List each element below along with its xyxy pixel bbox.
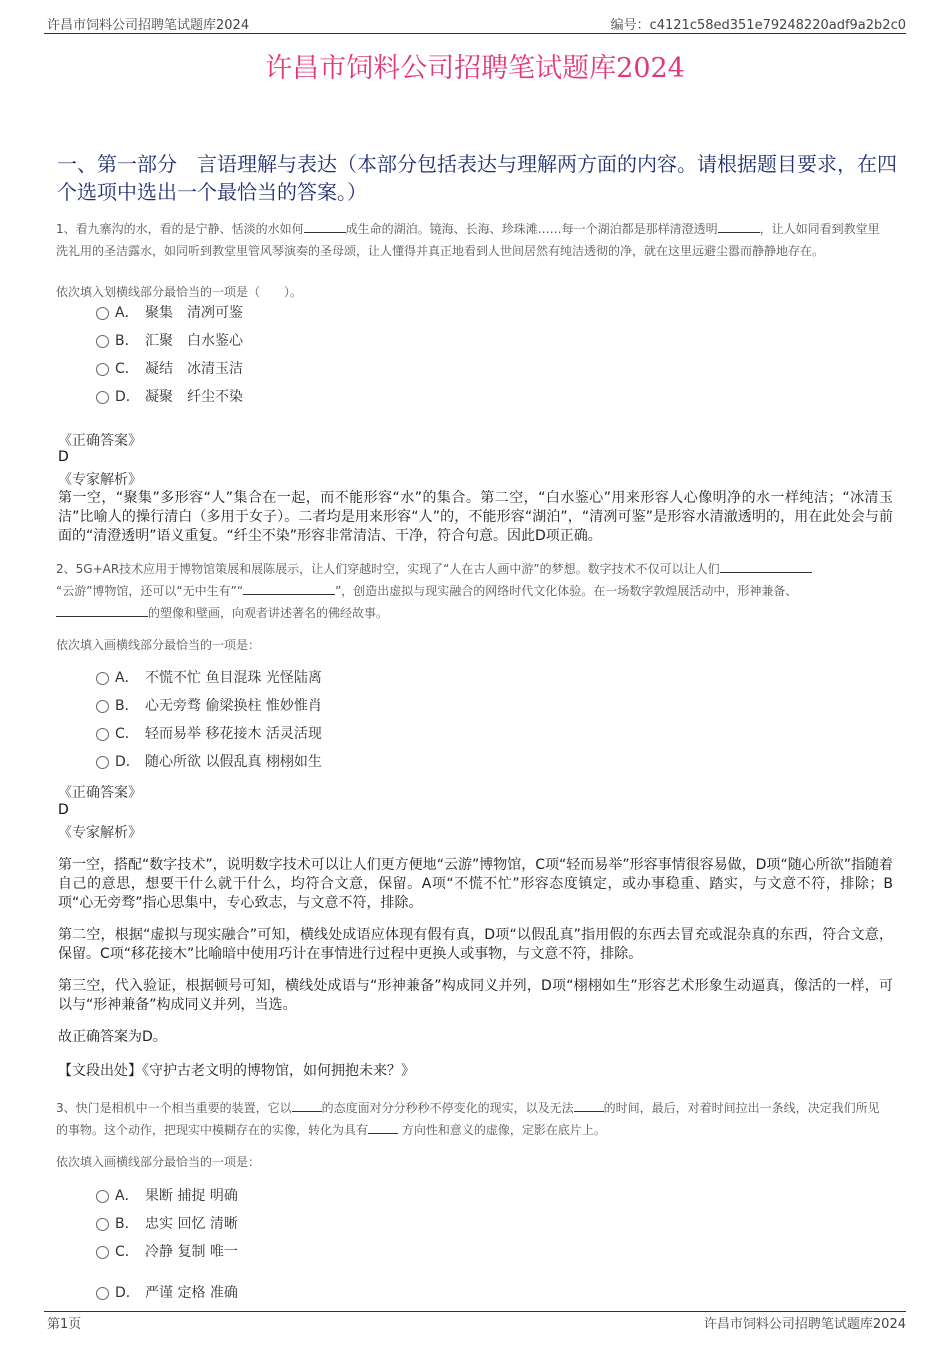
section-heading: 一、第一部分 言语理解与表达（本部分包括表达与理解两方面的内容。请根据题目要求，在四个选项中选出一个最恰当的答案。） <box>57 152 897 204</box>
blank-line <box>292 1097 322 1112</box>
source-citation: 【文段出处】《守护古老文明的博物馆，如何拥抱未来？》 <box>58 1063 415 1079</box>
question-1-option-b[interactable]: B． 汇聚 白水鉴心 <box>96 330 243 352</box>
blank-line <box>720 558 812 573</box>
radio-icon[interactable] <box>96 700 109 713</box>
question-2-text: 2、5G+AR技术应用于博物馆策展和展陈展示，让人们穿越时空，实现了“人在古人画中游”的梦想。数字技术不仅可以让人们 “云游”博物馆，还可以“无中生有”“ ”，创造出虚拟与现实融合的网络时代文化体验。在一场数字敦煌展活动中，形神兼备、 的塑像和壁画，向观者讲述著名的佛经故事。 <box>56 558 891 624</box>
question-1-text: 1、看九寨沟的水，看的是宁静、恬淡的水如何 成生命的湖泊。镜海、长海、珍珠滩……每一个湖泊都是那样清澄透明 ，让人如同看到教堂里洗礼用的圣洁露水，如同听到教堂里管风琴演奏的圣母颂，让人懂得并真正地看到人世间居然有纯洁透彻的净，就在这里远避尘嚣而静静地存在。 <box>56 218 891 262</box>
radio-icon[interactable] <box>96 363 109 376</box>
question-3-option-a[interactable]: A． 果断 捕捉 明确 <box>96 1185 238 1207</box>
question-3-option-c[interactable]: C． 冷静 复制 唯一 <box>96 1241 238 1263</box>
analysis-paragraph-2: 第二空，根据“虚拟与现实融合”可知，横线处成语应体现有假有真，D项“以假乱真”指用假的东西去冒充或混杂真的东西，符合文意，保留。C项“移花接木”比喻暗中使用巧计在事情进行过程中更换人或事物，与文意不符，排除。 <box>58 927 893 962</box>
page-footer <box>47 1313 906 1331</box>
analysis-paragraph-3: 第三空，代入验证，根据顿号可知，横线处成语与“形神兼备”构成同义并列，D项“栩栩如生”形容艺术形象生动逼真，像活的一样，可以与“形神兼备”构成同义并列，当选。 <box>58 978 893 1013</box>
blank-line <box>243 580 335 595</box>
footer-divider <box>44 1311 906 1312</box>
radio-icon[interactable] <box>96 728 109 741</box>
radio-icon[interactable] <box>96 1246 109 1259</box>
radio-icon[interactable] <box>96 756 109 769</box>
question-2-option-d[interactable]: D． 随心所欲 以假乱真 栩栩如生 <box>96 751 322 773</box>
radio-icon[interactable] <box>96 307 109 320</box>
answer-label: 《正确答案》 <box>58 433 142 449</box>
radio-icon[interactable] <box>96 672 109 685</box>
question-2-prompt: 依次填入画横线部分最恰当的一项是： <box>56 638 261 652</box>
radio-icon[interactable] <box>96 1287 109 1300</box>
header-divider <box>44 33 906 34</box>
blank-line <box>304 218 346 233</box>
answer-value: D <box>58 802 69 818</box>
question-3-option-d[interactable]: D． 严谨 定格 准确 <box>96 1282 238 1304</box>
answer-label: 《正确答案》 <box>58 785 142 801</box>
analysis-conclusion: 故正确答案为D。 <box>58 1029 167 1045</box>
question-1-option-a[interactable]: A． 聚集 清冽可鉴 <box>96 302 243 324</box>
blank-line <box>368 1119 398 1134</box>
analysis-paragraph-1: 第一空，搭配“数字技术”，说明数字技术可以让人们更方便地“云游”博物馆，C项“轻而易举”形容事情很容易做，D项“随心所欲”指随着自己的意思，想要干什么就干什么，均符合文意，保留。A项“不慌不忙”形容态度镇定，或办事稳重、踏实，与文意不符，排除；B项“心无旁骛”指心思集中，专心致志，与文意不符，排除。 <box>58 857 893 911</box>
page-header <box>47 14 906 32</box>
question-3-option-b[interactable]: B． 忠实 回忆 清晰 <box>96 1213 238 1235</box>
header-doc-id: 编号：c4121c58ed351e79248220adf9a2b2c0 <box>610 18 906 33</box>
analysis-text: 第一空，“聚集”多形容“人”集合在一起，而不能形容“水”的集合。第二空，“白水鉴心”用来形容人心像明净的水一样纯洁；“冰清玉洁”比喻人的操行清白（多用于女子）。二者均是用来形容“人”的，不能形容“湖泊”，“清冽可鉴”是形容水清澈透明的，用在此处会与前面的“清澄透明”语义重复。“纤尘不染”形容非常清洁、干净，符合句意。因此D项正确。 <box>58 490 893 544</box>
blank-line <box>56 602 148 617</box>
radio-icon[interactable] <box>96 1190 109 1203</box>
question-3-prompt: 依次填入画横线部分最恰当的一项是： <box>56 1155 261 1169</box>
analysis-label: 《专家解析》 <box>58 472 142 488</box>
header-doc-title: 许昌市饲料公司招聘笔试题库2024 <box>47 18 250 33</box>
radio-icon[interactable] <box>96 391 109 404</box>
question-1-option-c[interactable]: C． 凝结 冰清玉洁 <box>96 358 243 380</box>
question-3-text: 3、快门是相机中一个相当重要的装置，它以 的态度面对分分秒秒不停变化的现实，以及无法 的时间，最后，对着时间拉出一条线，决定我们所见的事物。这个动作，把现实中模糊存在的实像，转化为具有 方向性和意义的虚像，定影在底片上。 <box>56 1097 891 1141</box>
question-1-prompt: 依次填入划横线部分最恰当的一项是（ ）。 <box>56 285 303 299</box>
radio-icon[interactable] <box>96 1218 109 1231</box>
question-2-option-c[interactable]: C． 轻而易举 移花接木 活灵活现 <box>96 723 322 745</box>
footer-doc-title: 许昌市饲料公司招聘笔试题库2024 <box>703 1317 906 1332</box>
page-number: 第1页 <box>47 1317 82 1332</box>
answer-value: D <box>58 449 69 465</box>
blank-line <box>718 218 760 233</box>
question-1-option-d[interactable]: D． 凝聚 纤尘不染 <box>96 386 243 408</box>
blank-line <box>574 1097 604 1112</box>
analysis-label: 《专家解析》 <box>58 825 142 841</box>
radio-icon[interactable] <box>96 335 109 348</box>
question-2-option-b[interactable]: B． 心无旁骛 偷梁换柱 惟妙惟肖 <box>96 695 322 717</box>
page-title: 许昌市饲料公司招聘笔试题库2024 <box>265 53 685 84</box>
question-2-option-a[interactable]: A． 不慌不忙 鱼目混珠 光怪陆离 <box>96 667 322 689</box>
